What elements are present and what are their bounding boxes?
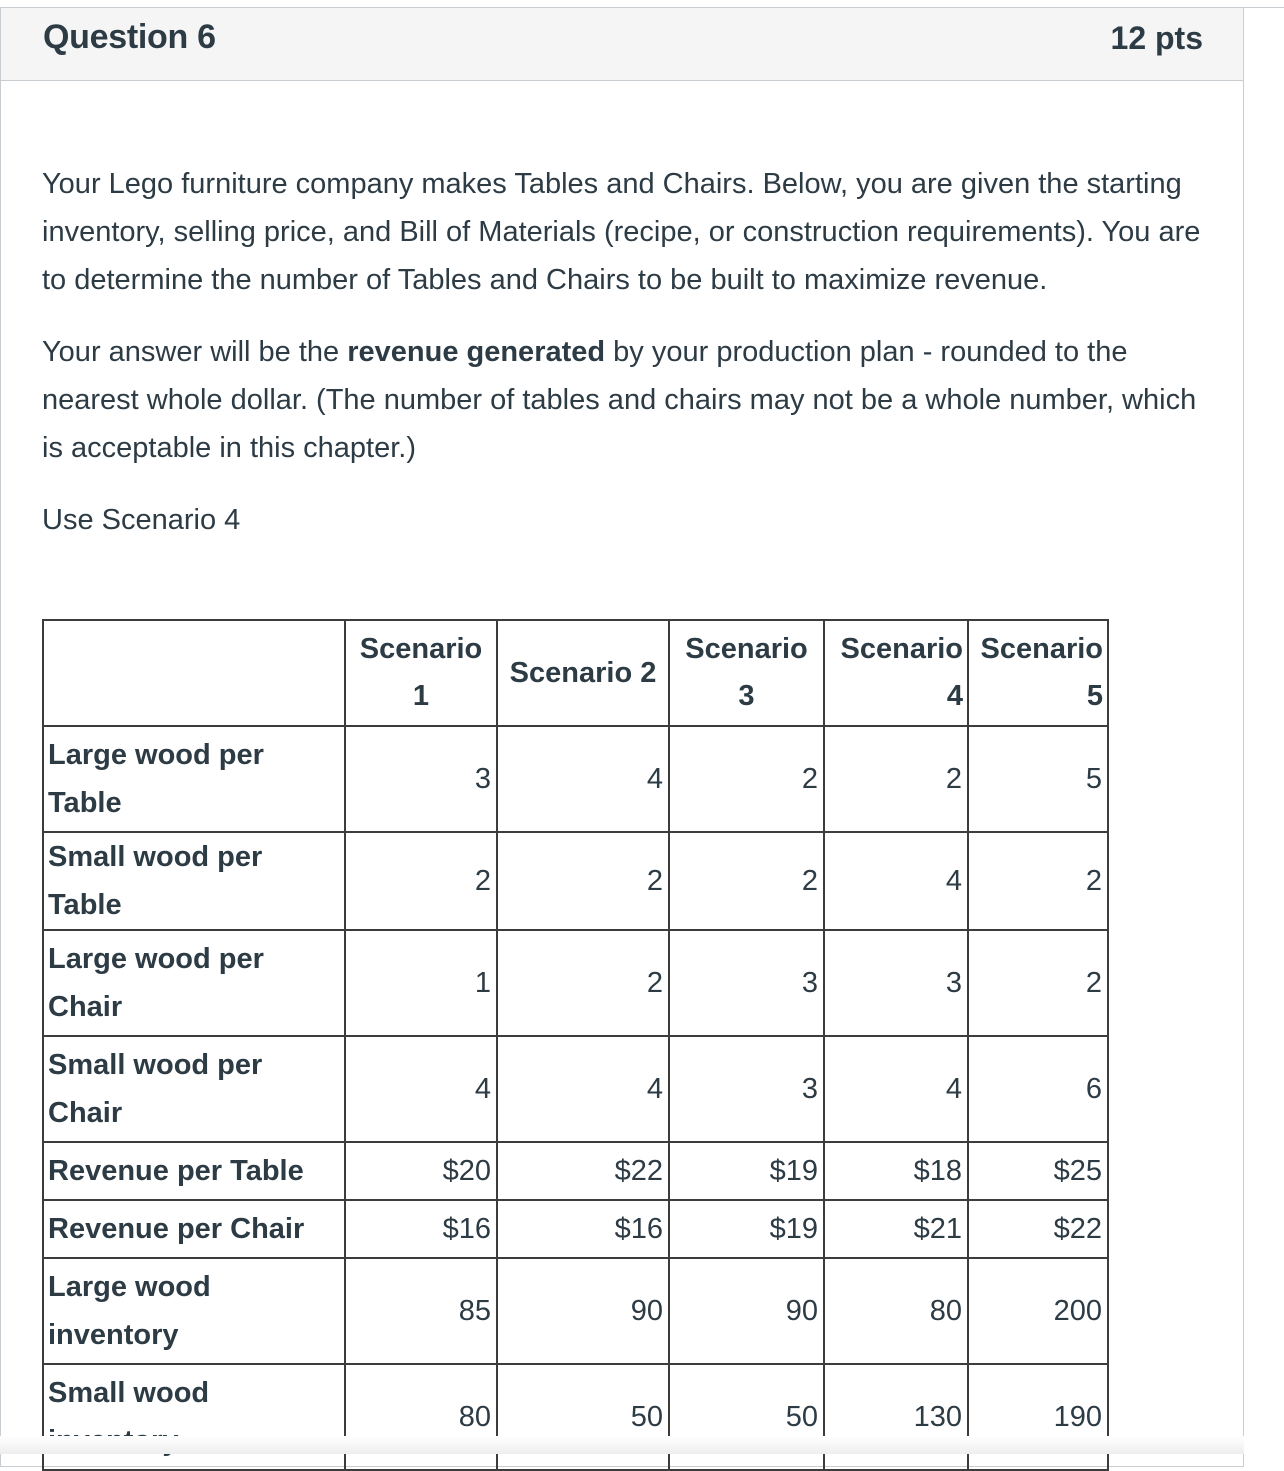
table-row bbox=[43, 930, 1108, 1036]
row-label: Large wood per Chair bbox=[43, 930, 345, 1036]
scenario-instruction: Use Scenario 4 bbox=[42, 504, 241, 536]
table-cell: 3 bbox=[669, 1036, 824, 1142]
table-cell: $25 bbox=[968, 1142, 1108, 1200]
header-scenario-1: Scenario 1 bbox=[345, 620, 497, 726]
table-row bbox=[43, 1258, 1108, 1364]
question-paragraph-1: Your Lego furniture company makes Tables and Chairs. Below, you are given the starting inventory, selling price, and Bill of Materials (recipe, or construction requirements). You are to determine the number of Tables and Chairs to be built to maximize revenue. bbox=[42, 168, 1201, 296]
table-cell: $19 bbox=[669, 1200, 824, 1258]
table-cell: $18 bbox=[824, 1142, 968, 1200]
table-cell: 2 bbox=[345, 832, 497, 930]
top-border-extension bbox=[1244, 7, 1284, 8]
row-label: Small wood bbox=[43, 1364, 345, 1470]
table-cell: 85 bbox=[345, 1258, 497, 1364]
table-cell: 4 bbox=[345, 1036, 497, 1142]
question-header bbox=[1, 8, 1243, 81]
header-scenario-5: Scenario 5 bbox=[968, 620, 1108, 726]
table-cell: 2 bbox=[968, 930, 1108, 1036]
question-title: Question 6 bbox=[43, 18, 216, 56]
row-label: Large wood inventory bbox=[43, 1258, 345, 1364]
table-cell: 2 bbox=[497, 832, 669, 930]
row-label: Small wood per Chair bbox=[43, 1036, 345, 1142]
table-row bbox=[43, 832, 1108, 930]
table-cell: 80 bbox=[345, 1364, 497, 1470]
table-cell: $20 bbox=[345, 1142, 497, 1200]
table-cell: 4 bbox=[824, 1036, 968, 1142]
table-row bbox=[43, 1142, 1108, 1200]
table-cell: $16 bbox=[497, 1200, 669, 1258]
row-label: Small wood per Table bbox=[43, 832, 345, 930]
scenario-table bbox=[42, 619, 1109, 1471]
table-cell: $22 bbox=[497, 1142, 669, 1200]
table-cell: 50 bbox=[669, 1364, 824, 1470]
table-cell: 2 bbox=[497, 930, 669, 1036]
row-label: Revenue per Table bbox=[43, 1142, 345, 1200]
table-cell: 2 bbox=[669, 726, 824, 832]
table-cell: 190 bbox=[968, 1364, 1108, 1470]
table-cell: 6 bbox=[968, 1036, 1108, 1142]
table-cell: 4 bbox=[824, 832, 968, 930]
table-cell: 2 bbox=[669, 832, 824, 930]
header-scenario-4: Scenario 4 bbox=[824, 620, 968, 726]
table-cell: 5 bbox=[968, 726, 1108, 832]
row-label: Large wood per Table bbox=[43, 726, 345, 832]
table-cell: 3 bbox=[824, 930, 968, 1036]
table-cell: $19 bbox=[669, 1142, 824, 1200]
table-cell: 2 bbox=[824, 726, 968, 832]
header-empty-cell bbox=[43, 620, 345, 726]
table-cell: 80 bbox=[824, 1258, 968, 1364]
paragraph-2-prefix: Your answer will be the bbox=[42, 336, 348, 368]
table-cell: 3 bbox=[669, 930, 824, 1036]
question-body bbox=[42, 160, 1212, 568]
table-row bbox=[43, 1036, 1108, 1142]
question-paragraph-2 bbox=[42, 328, 1212, 472]
table-row bbox=[43, 1200, 1108, 1258]
revenue-generated-emphasis: revenue generated bbox=[347, 336, 606, 368]
header-scenario-2: Scenario 2 bbox=[497, 620, 669, 726]
table-cell: 90 bbox=[497, 1258, 669, 1364]
table-cell: $16 bbox=[345, 1200, 497, 1258]
table-cell: 2 bbox=[968, 832, 1108, 930]
table-cell: 3 bbox=[345, 726, 497, 832]
table-cell: 50 bbox=[497, 1364, 669, 1470]
bottom-fade bbox=[0, 1436, 1244, 1454]
table-cell: 90 bbox=[669, 1258, 824, 1364]
paragraph-2-suffix: by your production plan - rounded to the nearest whole dollar. (The number of tables and chairs may not be a whole number, which is acceptable in this chapter.) bbox=[42, 336, 1197, 464]
header-scenario-3: Scenario 3 bbox=[669, 620, 824, 726]
table-row bbox=[43, 1364, 1108, 1470]
table-cell: 1 bbox=[345, 930, 497, 1036]
table-cell: $22 bbox=[968, 1200, 1108, 1258]
table-cell: 200 bbox=[968, 1258, 1108, 1364]
table-cell: 4 bbox=[497, 726, 669, 832]
table-cell: 130 bbox=[824, 1364, 968, 1470]
table-row bbox=[43, 726, 1108, 832]
table-cell: $21 bbox=[824, 1200, 968, 1258]
table-header-row bbox=[43, 620, 1108, 726]
row-label: Revenue per Chair bbox=[43, 1200, 345, 1258]
question-points: 12 pts bbox=[1110, 20, 1203, 56]
table-cell: 4 bbox=[497, 1036, 669, 1142]
